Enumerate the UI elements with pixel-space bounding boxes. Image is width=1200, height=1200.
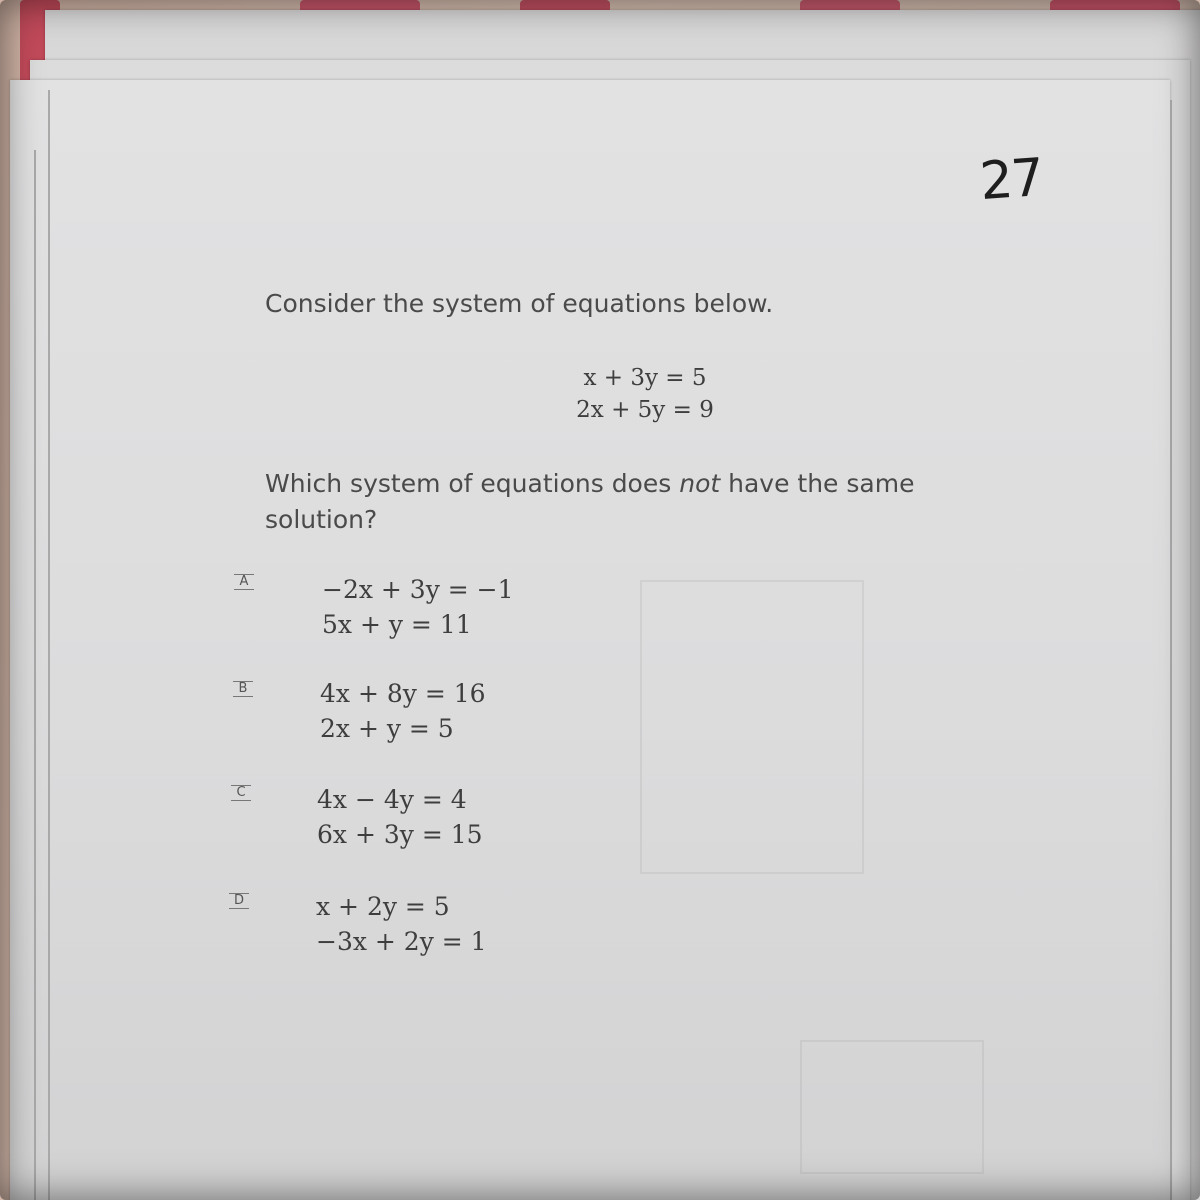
given-equation: x + 3y = 5 (583, 365, 707, 391)
option-d-marker[interactable]: D (229, 893, 249, 909)
question-part: have the same (720, 469, 915, 498)
option-equation: 6x + 3y = 15 (317, 820, 483, 849)
option-equation: 5x + y = 11 (322, 610, 472, 639)
option-equation: 2x + y = 5 (320, 714, 454, 743)
option-c-marker[interactable]: C (231, 785, 251, 801)
page-number: 27 (977, 147, 1045, 213)
option-equation: 4x + 8y = 16 (320, 679, 486, 708)
option-equation: −2x + 3y = −1 (322, 575, 514, 604)
option-d-equations (316, 889, 487, 959)
option-b-equations (320, 676, 486, 746)
bleed-through-box (640, 580, 864, 874)
worksheet-page (10, 80, 1170, 1200)
question-line-1 (265, 466, 1025, 502)
question-text (265, 466, 1025, 538)
option-c-equations (317, 782, 483, 852)
page-edge-line (1170, 100, 1172, 1200)
option-b-marker[interactable]: B (233, 681, 253, 697)
page-edge-line (34, 150, 36, 1200)
page-edge-line (48, 90, 50, 1200)
question-line-2: solution? (265, 505, 378, 534)
question-emphasis: not (679, 469, 721, 498)
option-equation: 4x − 4y = 4 (317, 785, 467, 814)
given-system (540, 362, 750, 426)
bleed-through-box (800, 1040, 984, 1174)
given-equation: 2x + 5y = 9 (576, 397, 714, 423)
question-part: Which system of equations does (265, 469, 680, 498)
intro-text: Consider the system of equations below. (265, 289, 774, 318)
option-a-marker[interactable]: A (234, 574, 254, 590)
option-equation: x + 2y = 5 (316, 892, 450, 921)
option-a-equations (322, 572, 514, 642)
option-equation: −3x + 2y = 1 (316, 927, 487, 956)
